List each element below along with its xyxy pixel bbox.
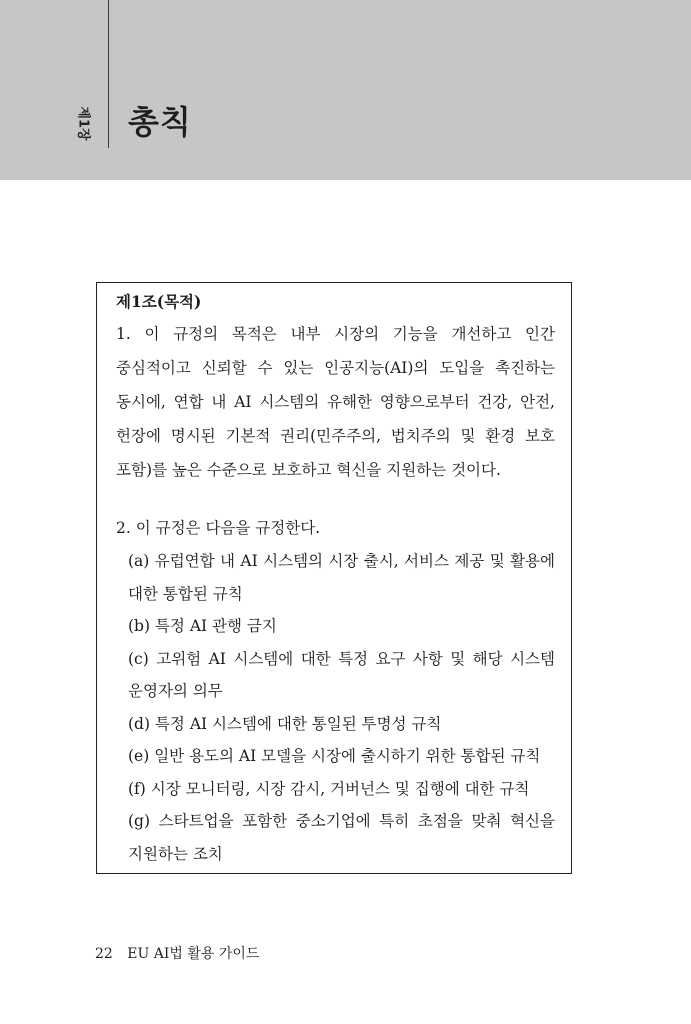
list-item: (c) 고위험 AI 시스템에 대한 특정 요구 사항 및 해당 시스템 운영자의 의무: [128, 649, 555, 700]
list-item: (f) 시장 모니터링, 시장 감시, 거버넌스 및 집행에 대한 규칙: [128, 779, 530, 798]
article-heading: 제1조(목적): [116, 292, 202, 311]
chapter-number-label: 제1장: [75, 105, 91, 141]
chapter-header-band: [0, 0, 691, 180]
book-title: EU AI법 활용 가이드: [127, 946, 260, 962]
list-item: (e) 일반 용도의 AI 모델을 시장에 출시하기 위한 통합된 규칙: [128, 747, 541, 765]
article-paragraph-2-intro: 2. 이 규정은 다음을 규정한다.: [116, 519, 321, 537]
list-item: (b) 특정 AI 관행 금지: [128, 617, 277, 635]
paragraph-spacer: [116, 487, 555, 511]
list-item: (a) 유럽연합 내 AI 시스템의 시장 출시, 서비스 제공 및 활용에 대한 통합된 규칙: [128, 552, 555, 603]
page-footer: [95, 944, 259, 964]
list-item: (d) 특정 AI 시스템에 대한 통일된 투명성 규칙: [128, 714, 442, 733]
list-item: (g) 스타트업을 포함한 중소기업에 특히 초점을 맞춰 혁신을 지원하는 조치: [128, 812, 555, 863]
article-box: [96, 282, 572, 874]
chapter-number-tag: [70, 103, 100, 143]
page-number: 22: [95, 946, 113, 962]
article-paragraph-1: 1. 이 규정의 목적은 내부 시장의 기능을 개선하고 인간 중심적이고 신뢰할 수 있는 인공지능(AI)의 도입을 촉진하는 동시에, 연합 내 AI 시스템의 유해한 영향으로부터 건강, 안전, 헌장에 명시된 기본적 권리(민주주의, 법치주의 및 환경 보호 포함)를 높은 수준으로 보호하고 혁신을 지원하는 것이다.: [116, 325, 555, 479]
header-divider-line: [108, 0, 109, 148]
article-item-list: [116, 545, 555, 870]
chapter-title: 총칙: [128, 103, 192, 141]
